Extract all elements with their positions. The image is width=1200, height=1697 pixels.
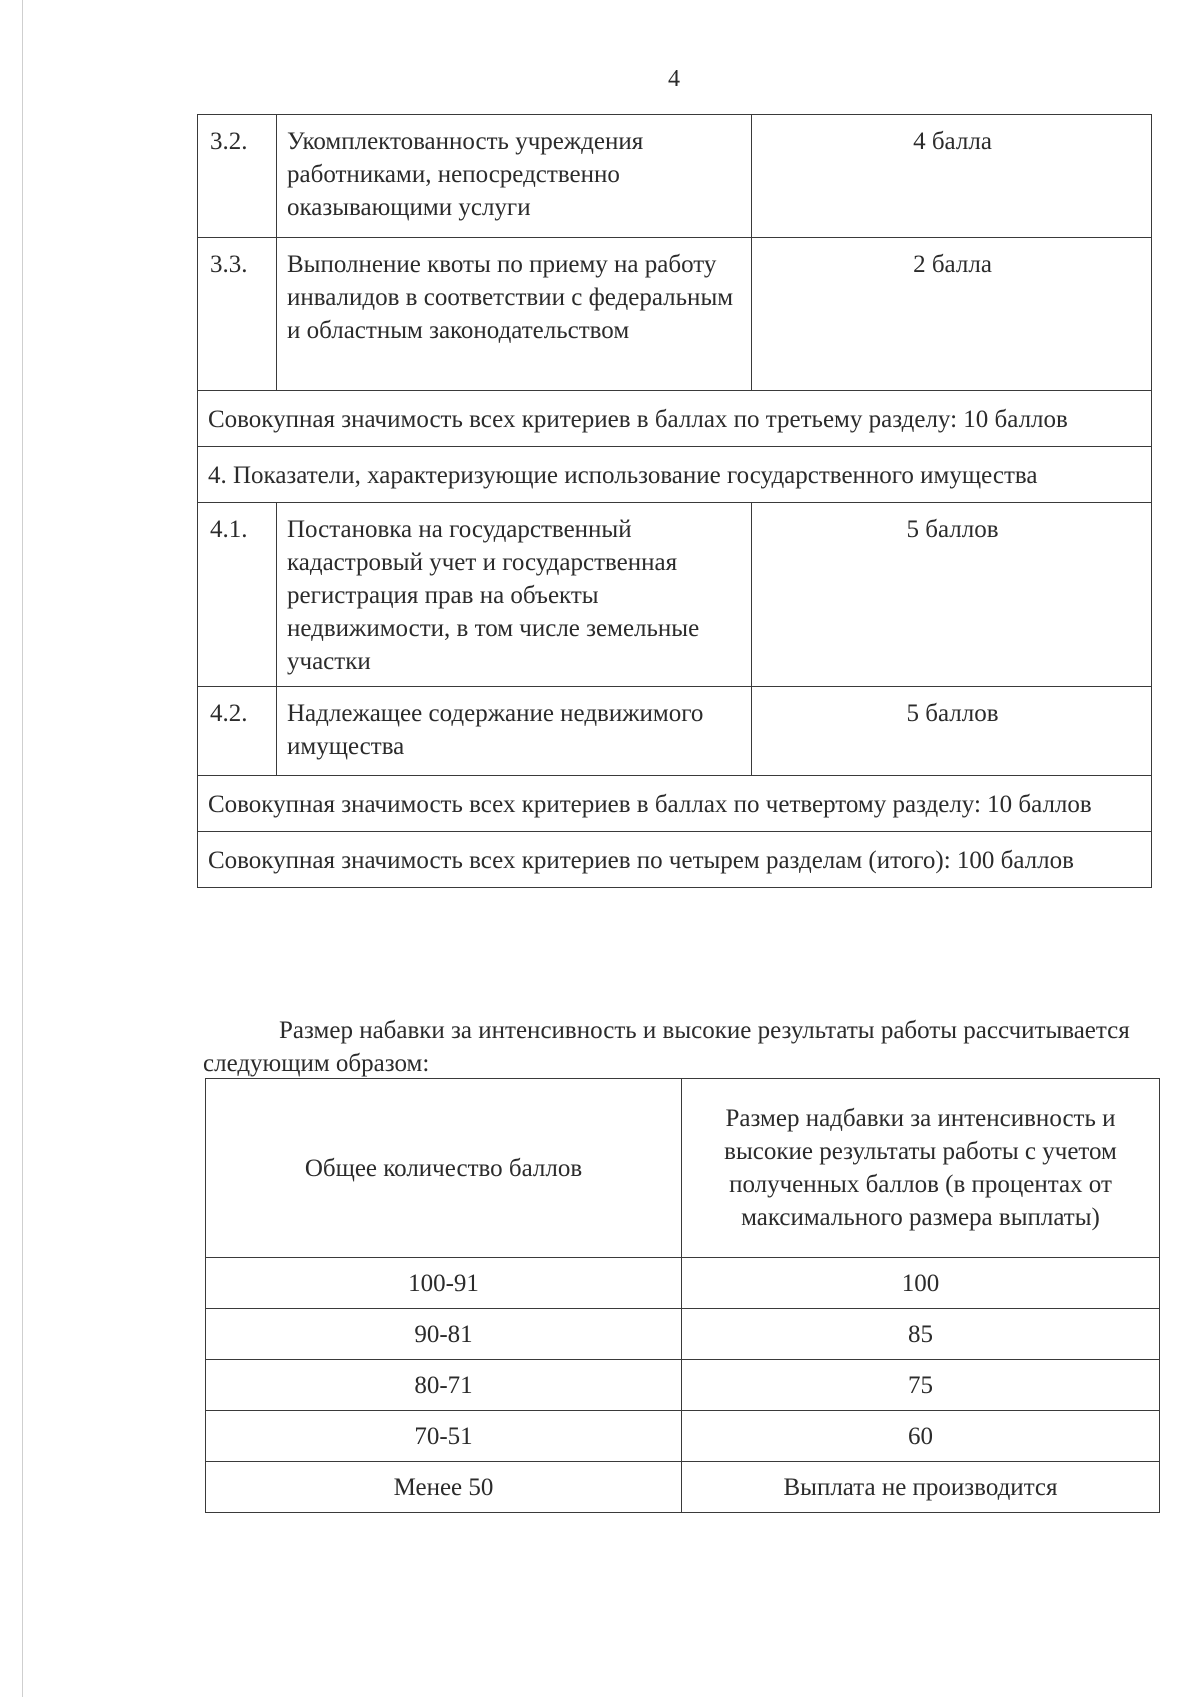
- intro-paragraph: [203, 1014, 1153, 1080]
- points-range: 80-71: [206, 1360, 682, 1411]
- criterion-description: Укомплектованность учреждения работниками, непосредственно оказывающими услуги: [277, 115, 752, 238]
- section-4-header: 4. Показатели, характеризующие использование государственного имущества: [198, 447, 1152, 503]
- criterion-number: 3.3.: [198, 238, 277, 391]
- bonus-percent: 100: [682, 1258, 1160, 1309]
- table-row: [198, 832, 1152, 888]
- criterion-description: Постановка на государственный кадастровый учет и государственная регистрация прав на объекты недвижимости, в том числе земельные участки: [277, 503, 752, 687]
- criteria-table: [197, 114, 1152, 888]
- criterion-number: 4.1.: [198, 503, 277, 687]
- bonus-percent: 75: [682, 1360, 1160, 1411]
- table-row: [198, 391, 1152, 447]
- criterion-score: 4 балла: [752, 115, 1152, 238]
- table-row: [206, 1258, 1160, 1309]
- table-row: [198, 776, 1152, 832]
- points-range: 100-91: [206, 1258, 682, 1309]
- table-row: [206, 1309, 1160, 1360]
- points-range: 70-51: [206, 1411, 682, 1462]
- table-row: [198, 447, 1152, 503]
- table-row: [198, 687, 1152, 776]
- table-row: [198, 238, 1152, 391]
- table-row: [206, 1411, 1160, 1462]
- criterion-number: 4.2.: [198, 687, 277, 776]
- payment-table: [205, 1078, 1160, 1513]
- bonus-percent: Выплата не производится: [682, 1462, 1160, 1513]
- page-number: 4: [668, 66, 680, 92]
- table-row: [198, 503, 1152, 687]
- intro-text: Размер набавки за интенсивность и высокие результаты работы рассчитывается следующим образом:: [203, 1017, 1130, 1077]
- criterion-number: 3.2.: [198, 115, 277, 238]
- points-range: Менее 50: [206, 1462, 682, 1513]
- criterion-description: Надлежащее содержание недвижимого имущества: [277, 687, 752, 776]
- points-range: 90-81: [206, 1309, 682, 1360]
- table-row: [206, 1360, 1160, 1411]
- section-3-total: Совокупная значимость всех критериев в баллах по третьему разделу: 10 баллов: [198, 391, 1152, 447]
- bonus-percent: 60: [682, 1411, 1160, 1462]
- table-row: [198, 115, 1152, 238]
- criterion-description: Выполнение квоты по приему на работу инвалидов в соответствии с федеральным и областным законодательством: [277, 238, 752, 391]
- header-bonus-size: Размер надбавки за интенсивность и высокие результаты работы с учетом полученных баллов (в процентах от максимального размера выплаты): [682, 1079, 1160, 1258]
- grand-total: Совокупная значимость всех критериев по четырем разделам (итого): 100 баллов: [198, 832, 1152, 888]
- criterion-score: 2 балла: [752, 238, 1152, 391]
- bonus-percent: 85: [682, 1309, 1160, 1360]
- scan-edge-line: [22, 0, 23, 1697]
- table-row: [206, 1462, 1160, 1513]
- section-4-total: Совокупная значимость всех критериев в баллах по четвертому разделу: 10 баллов: [198, 776, 1152, 832]
- criterion-score: 5 баллов: [752, 687, 1152, 776]
- header-total-points: Общее количество баллов: [206, 1079, 682, 1258]
- table-header-row: [206, 1079, 1160, 1258]
- criterion-score: 5 баллов: [752, 503, 1152, 687]
